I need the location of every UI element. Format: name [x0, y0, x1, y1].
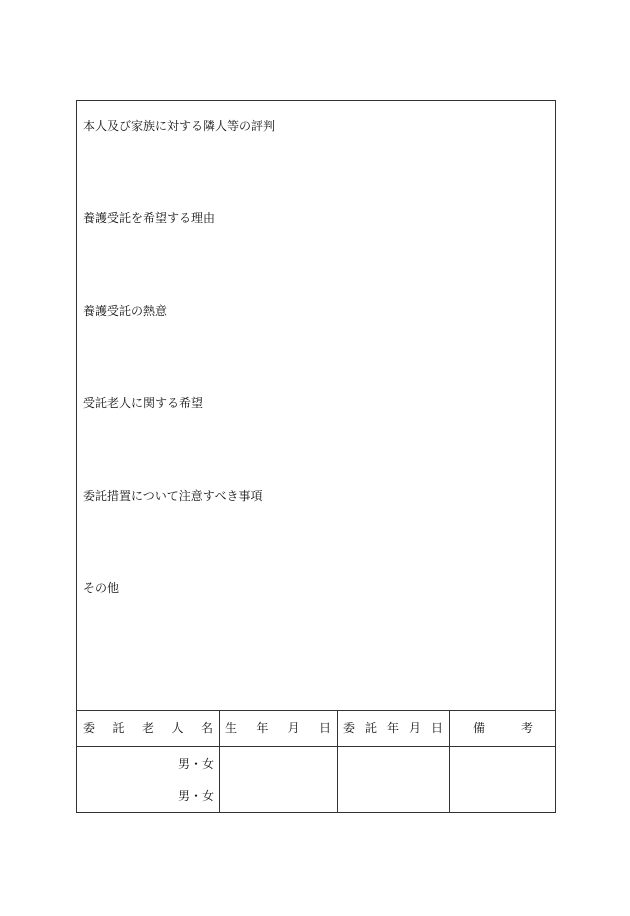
table-header-border	[77, 746, 555, 747]
section-reason-for-request: 養護受託を希望する理由	[83, 211, 216, 225]
header-elder-name: 委 託 老 人 名	[83, 721, 213, 735]
header-entrust-date: 委 託 年 月 日	[343, 721, 443, 735]
header-remarks: 備 考	[473, 721, 533, 735]
gender-option-row-2: 男・女	[178, 789, 215, 803]
section-placement-notes: 委託措置について注意すべき事項	[83, 489, 263, 503]
gender-option-row-1: 男・女	[178, 757, 215, 771]
header-birth-date: 生 年 月 日	[225, 721, 331, 735]
section-enthusiasm: 養護受託の熱意	[83, 304, 168, 318]
section-neighbor-reputation: 本人及び家族に対する隣人等の評判	[83, 119, 276, 133]
section-elder-preferences: 受託老人に関する希望	[83, 396, 204, 410]
form-frame	[76, 100, 556, 813]
section-other: その他	[83, 581, 120, 595]
